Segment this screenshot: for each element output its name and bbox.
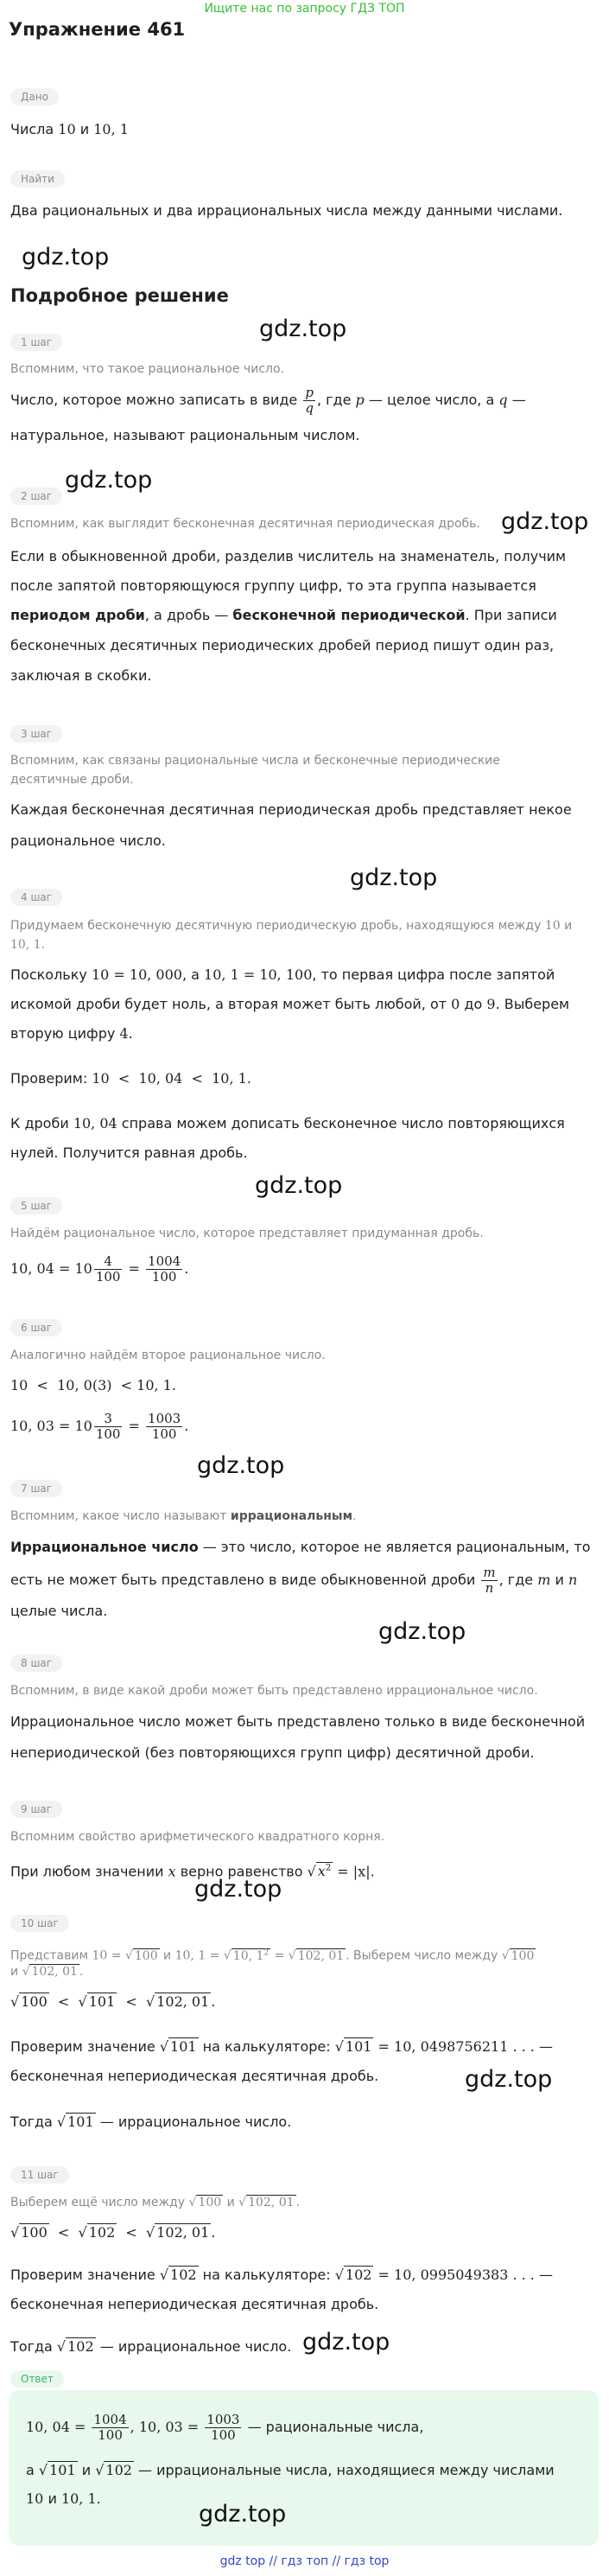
step-hint: Найдём рациональное число, которое представляет придуманная дробь.	[10, 1227, 484, 1240]
page-title: Упражнение 461	[9, 19, 186, 40]
top-banner[interactable]: Ищите нас по запросу ГДЗ ТОП	[204, 2, 405, 16]
find-tag	[10, 169, 65, 188]
step-hint: десятичные дроби.	[10, 773, 134, 787]
step-text: Число, которое можно записать в виде $\frac{p}{q}$ , где p — целое число, а q —	[10, 385, 526, 416]
step-tag: 7 шаг	[10, 1479, 62, 1497]
watermark: gdz.top	[255, 1172, 343, 1199]
step-text: натуральное, называют рациональным числом.	[10, 427, 360, 443]
step-formula: 10 < 10, 0(3) < 10, 1.	[10, 1377, 176, 1393]
find-tag-label: Найти	[10, 170, 65, 188]
step-hint: Вспомним, как выглядит бесконечная десятичная периодическая дробь.	[10, 517, 480, 531]
step-text: после запятой повторяющуюся группу цифр, то эта группа называется	[10, 577, 536, 594]
step-hint: Вспомним, какое число называют иррациональным.	[10, 1509, 357, 1523]
step-text: заключая в скобки.	[10, 667, 152, 684]
step-text: нулей. Получится равная дробь.	[10, 1145, 248, 1161]
step-formula: √ 100 < √ 102 < √ 102, 01 .	[10, 2224, 216, 2241]
answer-text: 10 и 10, 1.	[26, 2490, 101, 2507]
step-text: Тогда √ 102 — иррациональное число.	[10, 2338, 292, 2355]
step-text: Иррациональное число — это число, которое не является рациональным, то	[10, 1539, 591, 1555]
step-hint: и √ 102, 01 .	[10, 1965, 84, 1979]
watermark: gdz.top	[302, 2329, 390, 2356]
step-text: вторую цифру 4.	[10, 1025, 133, 1042]
step-text: Поскольку 10 = 10, 000, а 10, 1 = 10, 100, то первая цифра после запятой	[10, 966, 555, 983]
step-tag: 9 шаг	[10, 1800, 62, 1818]
watermark: gdz.top	[22, 244, 110, 271]
answer-text: 10, 04 = $\frac{1004}{100}$ , 10, 03 = $\frac{1003}{100}$ — рациональные числа,	[26, 2412, 424, 2443]
step-tag: 2 шаг	[10, 487, 62, 505]
step-text: бесконечная непериодическая десятичная дробь.	[10, 2068, 379, 2084]
step-formula: 10, 03 = 10 $\frac{3}{100}$ = $\frac{1003}{100}$ .	[10, 1411, 189, 1442]
step-text: бесконечных десятичных периодических дробей период пишут один раз,	[10, 637, 555, 654]
step-text: Иррациональное число может быть представлено только в виде бесконечной	[10, 1713, 586, 1730]
step-tag: 5 шаг	[10, 1196, 62, 1215]
step-text: Проверим значение √ 102 на калькуляторе: √ 102 = 10, 0995049383 . . . —	[10, 2267, 553, 2283]
watermark: gdz.top	[65, 467, 153, 494]
step-tag: 3 шаг	[10, 724, 62, 743]
watermark: gdz.top	[194, 1876, 282, 1903]
step-text: Проверим: 10 < 10, 04 < 10, 1.	[10, 1070, 251, 1087]
step-hint: Вспомним, что такое рациональное число.	[10, 362, 284, 376]
watermark: gdz.top	[465, 2066, 553, 2093]
step-hint: Аналогично найдём второе рациональное число.	[10, 1349, 326, 1362]
step-tag: 1 шаг	[10, 333, 62, 351]
given-text: Числа 10 и 10, 1	[10, 121, 129, 137]
step-tag: 10 шаг	[10, 1914, 69, 1932]
step-tag: 8 шаг	[10, 1654, 62, 1672]
watermark: gdz.top	[501, 508, 589, 535]
step-hint: Придумаем бесконечную десятичную периодическую дробь, находящуюся между 10 и	[10, 919, 573, 933]
watermark: gdz.top	[259, 316, 347, 342]
step-hint: Представим 10 = √ 100 и 10, 1 = √ 10, $1^2$ = √ 102, 01 . Выберем число между √ 100	[10, 1948, 535, 1963]
footer-links[interactable]: gdz top // гдз топ // гдз top	[219, 2554, 390, 2568]
step-formula: √ 100 < √ 101 < √ 102, 01 .	[10, 1993, 216, 2010]
step-tag: 11 шаг	[10, 2165, 69, 2184]
step-text: Тогда √ 101 — иррациональное число.	[10, 2114, 292, 2130]
step-text: При любом значении x верно равенство √ $x^2 = |x|$.	[10, 1863, 375, 1880]
step-text: непериодической (без повторяющихся групп цифр) десятичной дроби.	[10, 1744, 535, 1761]
step-text: есть не может быть представлено в виде обыкновенной дроби $\frac{m}{n}$ , где m и n	[10, 1565, 578, 1596]
watermark: gdz.top	[350, 864, 438, 891]
given-tag	[10, 87, 59, 105]
step-text: рациональное число.	[10, 832, 166, 849]
section-title: Подробное решение	[10, 285, 229, 306]
step-text: Если в обыкновенной дроби, разделив числитель на знаменатель, получим	[10, 548, 567, 564]
step-hint: Вспомним свойство арифметического квадратного корня.	[10, 1830, 385, 1844]
step-formula: 10, 04 = 10 $\frac{4}{100}$ = $\frac{1004}{100}$ .	[10, 1253, 189, 1285]
step-text: целые числа.	[10, 1603, 108, 1619]
watermark: gdz.top	[199, 2501, 287, 2528]
answer-tag: Ответ	[10, 2369, 64, 2388]
watermark: gdz.top	[378, 1618, 466, 1645]
step-tag: 4 шаг	[10, 888, 62, 906]
step-text: периодом дроби, а дробь — бесконечной периодической. При записи	[10, 607, 557, 623]
step-text: Каждая бесконечная десятичная периодическая дробь представляет некое	[10, 801, 572, 818]
step-hint: Выберем ещё число между √ 100 и √ 102, 01 .	[10, 2196, 300, 2209]
step-text: К дроби 10, 04 справа можем дописать бесконечное число повторяющихся	[10, 1115, 565, 1132]
watermark: gdz.top	[197, 1452, 285, 1479]
find-text: Два рациональных и два иррациональных числа между данными числами.	[10, 202, 563, 219]
step-text: искомой дроби будет ноль, а вторая может быть любой, от 0 до 9. Выберем	[10, 996, 570, 1012]
given-tag-label: Дано	[10, 88, 59, 105]
step-tag: 6 шаг	[10, 1318, 62, 1336]
answer-text: а √ 101 и √ 102 — иррациональные числа, находящиеся между числами	[26, 2462, 555, 2478]
step-text: Проверим значение √ 101 на калькуляторе: √ 101 = 10, 0498756211 . . . —	[10, 2038, 553, 2055]
step-hint: Вспомним, в виде какой дроби может быть представлено иррациональное число.	[10, 1684, 538, 1698]
step-hint: Вспомним, как связаны рациональные числа и бесконечные периодические	[10, 754, 500, 768]
step-text: бесконечная непериодическая десятичная дробь.	[10, 2296, 379, 2312]
step-hint: 10, 1.	[10, 938, 46, 952]
